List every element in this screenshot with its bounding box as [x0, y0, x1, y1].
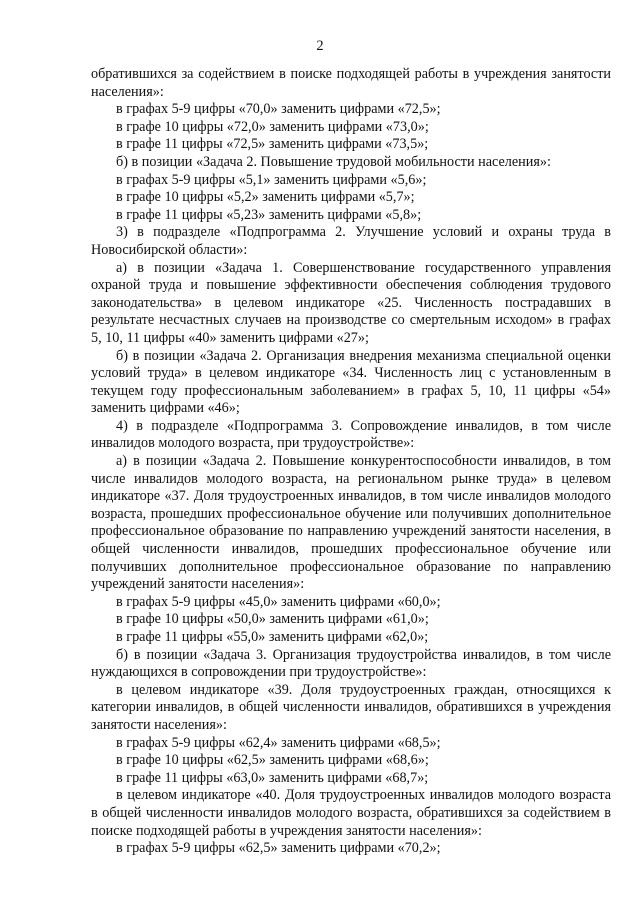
paragraph: в графах 5-9 цифры «70,0» заменить цифрами «72,5»; [116, 101, 441, 118]
paragraph: в графе 10 цифры «62,5» заменить цифрами «68,6»; [116, 752, 429, 769]
paragraph: а) в позиции «Задача 2. Повышение конкурентоспособности инвалидов, в том числе инвалидов молодого возраста, на региональном рынке труда» в целевом индикаторе «37. Доля трудоустроенных инвалидов, в том числе инвалидов молодого возраста, прошедших профессиональное обучение или получивших дополнительное профессиональное образование по направлению учреждений занятости населения, в общей численности инвалидов, прошедших профессиональное обучение или получивших дополнительное профессиональное образование по направлению учреждений занятости населения»: [91, 453, 611, 593]
paragraph: в целевом индикаторе «40. Доля трудоустроенных инвалидов молодого возраста в общей численности инвалидов молодого возраста, обратившихся за содействием в поиске подходящей работы в учреждения занятости населения»: [91, 787, 611, 839]
paragraph: б) в позиции «Задача 2. Повышение трудовой мобильности населения»: [116, 153, 551, 170]
paragraph: 4) в подразделе «Подпрограмма 3. Сопровождение инвалидов, в том числе инвалидов молодого возраста, при трудоустройстве»: [91, 417, 611, 452]
paragraph: в целевом индикаторе «39. Доля трудоустроенных граждан, относящихся к категории инвалидов, в общей численности инвалидов, обратившихся в учреждения занятости населения»: [91, 681, 611, 733]
paragraph: 3) в подразделе «Подпрограмма 2. Улучшение условий и охраны труда в Новосибирской области»: [91, 224, 611, 258]
paragraph: в графе 10 цифры «50,0» заменить цифрами «61,0»; [116, 611, 429, 628]
paragraph: в графе 11 цифры «55,0» заменить цифрами «62,0»; [116, 629, 429, 645]
paragraph: обратившихся за содействием в поиске подходящей работы в учреждения занятости населения»: [91, 66, 611, 100]
paragraph: в графах 5-9 цифры «45,0» заменить цифрами «60,0»; [116, 593, 441, 610]
paragraph: в графе 11 цифры «72,5» заменить цифрами «73,5»; [116, 136, 429, 153]
paragraph: а) в позиции «Задача 1. Совершенствование государственного управления охраной труда и повышение эффективности обеспечения соблюдения трудового законодательства» в целевом индикаторе «25. Численность пострадавших в результате несчастных случаев на производстве со смертельным исходом» в графах 5, 10, 11 цифры «40» заменить цифрами «27»; [91, 259, 611, 346]
paragraph: в графе 11 цифры «5,23» заменить цифрами «5,8»; [116, 206, 422, 223]
paragraph: в графах 5-9 цифры «62,5» заменить цифрами «70,2»; [116, 840, 441, 857]
paragraph: в графах 5-9 цифры «62,4» заменить цифрами «68,5»; [116, 734, 441, 751]
paragraph: б) в позиции «Задача 3. Организация трудоустройства инвалидов, в том числе нуждающихся в сопровождении при трудоустройстве»: [91, 646, 611, 681]
paragraph: в графах 5-9 цифры «5,1» заменить цифрами «5,6»; [116, 171, 427, 188]
document-body [91, 66, 611, 858]
paragraph: в графе 10 цифры «5,2» заменить цифрами «5,7»; [116, 189, 415, 206]
paragraph: в графе 10 цифры «72,0» заменить цифрами «73,0»; [116, 118, 429, 135]
page-number: 2 [316, 38, 324, 54]
paragraph: б) в позиции «Задача 2. Организация внедрения механизма специальной оценки условий труда» в целевом индикаторе «34. Численность лиц с установленным в текущем году профессиональным заболеванием» в графах 5, 10, 11 цифры «54» заменить цифрами «46»; [91, 347, 611, 417]
paragraph: в графе 11 цифры «63,0» заменить цифрами «68,7»; [116, 769, 429, 786]
